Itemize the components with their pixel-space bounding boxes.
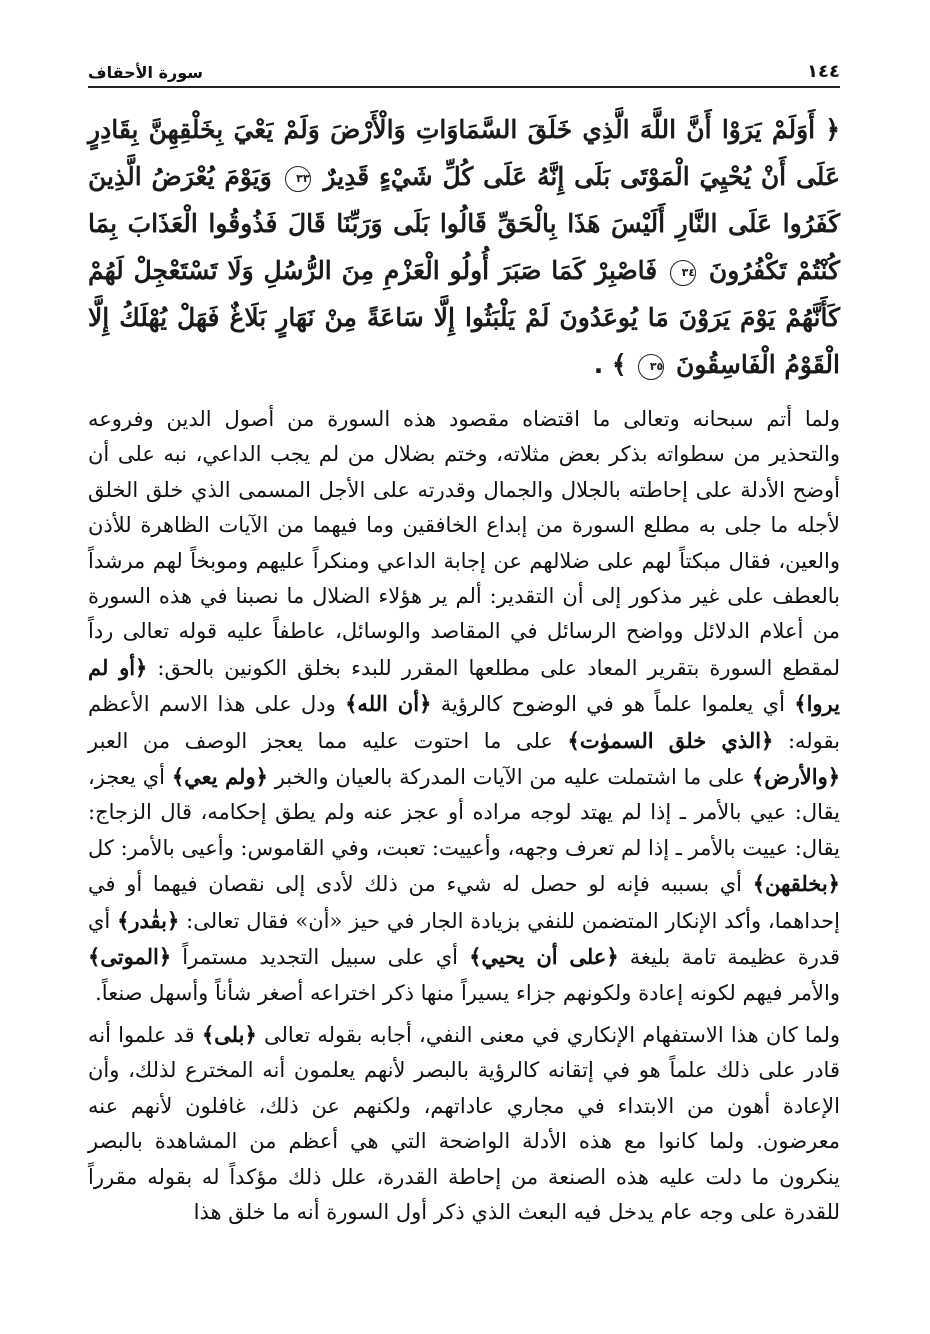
quoted-verse: ﴿الذي خلق السموٰت﴾ — [567, 727, 774, 753]
text-segment: أي يعلموا علماً هو في الوضوح كالرؤية — [440, 692, 785, 717]
quoted-verse: ﴿أن الله﴾ — [345, 691, 432, 717]
surah-title: سورة الأحقاف — [88, 63, 204, 82]
commentary-paragraph-1 — [88, 402, 840, 1011]
text-segment: ودل على هذا الاسم الأعظم بقوله: — [88, 692, 840, 753]
ayah-number-33: ٣٣ — [285, 166, 311, 192]
book-page — [88, 52, 840, 1230]
quran-open-bracket: ﴿ — [825, 115, 840, 144]
text-segment: والأمر فيهم لكونه إعادة ولكونهم جزاء يسيراً منها ذكر اختراعه أصغر شأناً وأسهل صنعاً. — [95, 980, 840, 1005]
ayah-number-35: ٣٥ — [638, 354, 664, 380]
quoted-verse: ﴿بلى﴾ — [201, 1021, 257, 1047]
text-segment: أي على سبيل التجديد مستمراً — [182, 945, 458, 970]
text-segment: على ما احتوت عليه مما يعجز الوصف من العبر — [88, 728, 553, 753]
quoted-verse: ﴿والأرض﴾ — [751, 764, 841, 790]
text-segment: ولما أتم سبحانه وتعالى ما اقتضاه مقصود هذه السورة من أصول الدين وفروعه والتحذير من سطواته بذكر بعض مثلاته، وختم بضلال من لم يجب الداعي، نبه على أن أوضح الأدلة على إحاطته بالجلال والجمال وقدرته على الأجل المسمى الذي خلق الخلق لأجله ما جلى به مطلع السورة من إبداع الخافقين وما فيهما من الآيات الظاهرة للأذن والعين، فقال مبكتاً لهم على ضلالهم عن إجابة الداعي ومنكراً عليهم وموبخاً لهم مرشداً بالعطف على غير مذكور إلى أن التقدير: ألم ير هؤلاء الضلال ما نصبنا في هذه السورة من أعلام الدلائل وواضح الرسائل في المقاصد والوسائل، عاطفاً عليه قوله تعالى رداً لمقطع السورة بتقرير المعاد على مطلعها المقرر للبدء بخلق الكونين بالحق: — [88, 407, 840, 680]
verse-text-34: وَيَوْمَ يُعْرَضُ الَّذِينَ كَفَرُوا عَلَى النَّارِ أَلَيْسَ هَذَا بِالْحَقِّ قَالُوا بَلَى وَرَبِّنَا قَالَ فَذُوقُوا الْعَذَابَ بِمَا كُنْتُمْ تَكْفُرُونَ — [88, 162, 840, 285]
quoted-verse: ﴿ولم يعي﴾ — [171, 764, 268, 790]
page-number: ١٤٤ — [807, 61, 840, 82]
ayah-number-34: ٣٤ — [670, 260, 696, 286]
quran-close-bracket: ﴾ . — [593, 350, 627, 379]
commentary-paragraph-2 — [88, 1017, 840, 1230]
quran-verses — [88, 106, 840, 388]
quoted-verse: ﴿الموتى﴾ — [88, 944, 172, 970]
text-segment: على ما اشتملت عليه من الآيات المدركة بالعيان والخبر — [274, 765, 746, 790]
verse-text-35: فَاصْبِرْ كَمَا صَبَرَ أُولُو الْعَزْمِ مِنَ الرُّسُلِ وَلَا تَسْتَعْجِلْ لَهُمْ كَأَنَّهُمْ يَوْمَ يَرَوْنَ مَا يُوعَدُونَ لَمْ يَلْبَثُوا إِلَّا سَاعَةً مِنْ نَهَارٍ بَلَاغٌ فَهَلْ يُهْلَكُ إِلَّا الْقَوْمُ الْفَاسِقُونَ — [88, 256, 840, 379]
text-segment: أي يعجز، يقال: عيي بالأمر ـ إذا لم يهتد لوجه مراده أو عجز عنه ولم يطق إحكامه، قال الزجاج: يقال: عييت بالأمر ـ إذا لم تعرف وجهه، وأعييت: تعبت، وفي القاموس: وأعيى بالأمر: كل — [88, 765, 840, 860]
text-segment: أي بسببه فإنه لو حصل له شيء من ذلك لأدى إلى نقصان فيهما أو في إحداهما، وأكد الإنكار المتضمن للنفي بزيادة الجار في حيز «أن» فقال تعالى: — [88, 872, 840, 933]
quoted-verse: ﴿بقٰدر﴾ — [117, 907, 180, 933]
text-segment: قد علموا أنه قادر على ذلك علماً هو في إتقانه كالرؤية بالبصر لأنهم يعلمون أنه المخترع لذلك، وأن الإعادة أهون من الابتداء في مجاري عاداتهم، ولكنهم عن ذلك، غافلون لأنهم عنه معرضون. ولما كانوا مع هذه الأدلة الواضحة التي هي أعظم من المشاهدة بالبصر ينكرون ما دلت عليه هذه الصنعة من إحاطة القدرة، علل ذلك مؤكداً له بقوله مقرراً للقدرة على وجه عام يدخل فيه البعث الذي ذكر أول السورة أنه ما خلق هذا — [88, 1022, 840, 1224]
page-header — [88, 52, 840, 88]
quoted-verse: ﴿أو لم يروا﴾ — [88, 654, 840, 717]
text-segment: ولما كان هذا الاستفهام الإنكاري في معنى النفي، أجابه بقوله تعالى — [263, 1022, 841, 1047]
quoted-verse: ﴿بخلقهن﴾ — [752, 871, 840, 897]
text-segment: أي قدرة عظيمة تامة بليغة — [88, 908, 840, 970]
quoted-verse: ﴿على أن يحيي﴾ — [469, 944, 619, 970]
verse-text-33: أَوَلَمْ يَرَوْا أَنَّ اللَّهَ الَّذِي خَلَقَ السَّمَاوَاتِ وَالْأَرْضَ وَلَمْ يَعْيَ بِخَلْقِهِنَّ بِقَادِرٍ عَلَى أَنْ يُحْيِيَ الْمَوْتَى بَلَى إِنَّهُ عَلَى كُلِّ شَيْءٍ قَدِيرٌ — [88, 115, 840, 191]
